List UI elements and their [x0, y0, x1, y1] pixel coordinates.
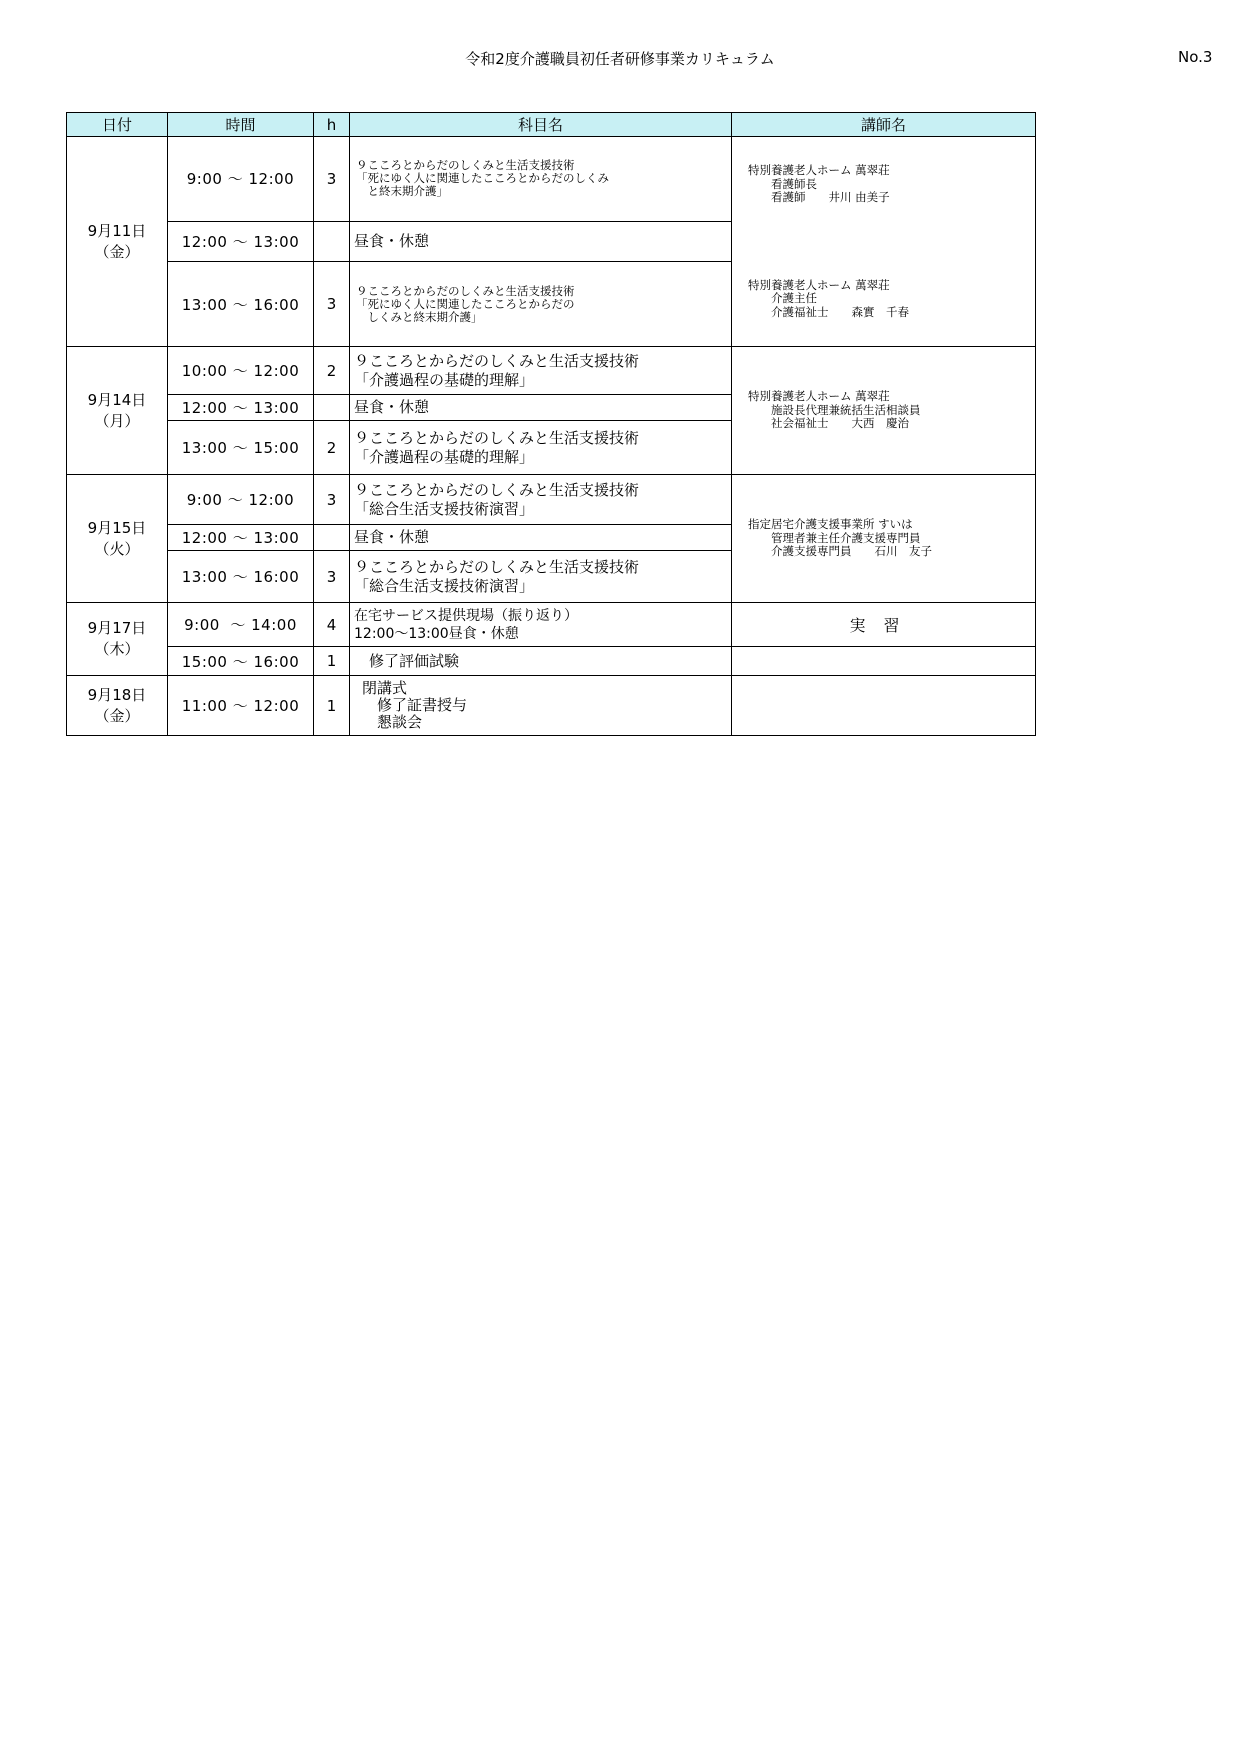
instructor-cell: 実習: [732, 603, 1036, 647]
subject-cell: 昼食・休憩: [350, 221, 732, 262]
date-cell: [67, 347, 168, 475]
curriculum-table: [66, 112, 1036, 736]
instructor-cell: [732, 647, 1036, 676]
hours-cell: 1: [314, 676, 350, 736]
table-row: [67, 603, 1036, 647]
instructor-text: 特別養護老人ホーム 萬翠荘 介護主任 介護福祉士 森實 千春: [748, 277, 909, 319]
instructor-cell: 指定居宅介護支援事業所 すいは 管理者兼主任介護支援専門員 介護支援専門員 石川 友子: [732, 475, 1036, 603]
time-cell: 13:00 ～ 15:00: [168, 421, 314, 475]
time-cell: 9:00 ～ 14:00: [168, 603, 314, 647]
date-label: 9月17日: [87, 619, 147, 637]
subject-cell: ９こころとからだのしくみと生活支援技術 「介護過程の基礎的理解」: [350, 421, 732, 475]
weekday-label: （月）: [94, 411, 140, 430]
table-row: [67, 137, 1036, 222]
hours-cell: 3: [314, 475, 350, 525]
date-label: 9月18日: [87, 685, 147, 704]
header-date: 日付: [67, 113, 168, 137]
table-row: [67, 676, 1036, 736]
time-cell: 9:00 ～ 12:00: [168, 137, 314, 222]
date-cell: [67, 137, 168, 347]
time-cell: 15:00 ～ 16:00: [168, 647, 314, 676]
hours-cell: 3: [314, 262, 350, 347]
page-number: No.3: [1178, 48, 1213, 66]
time-cell: 13:00 ～ 16:00: [168, 551, 314, 603]
hours-cell: 2: [314, 421, 350, 475]
time-cell: 12:00 ～ 13:00: [168, 395, 314, 421]
subject-cell: 在宅サービス提供現場（振り返り） 12:00～13:00昼食・休憩: [350, 603, 732, 647]
subject-cell: ９こころとからだのしくみと生活支援技術 「総合生活支援技術演習」: [350, 475, 732, 525]
time-cell: 12:00 ～ 13:00: [168, 525, 314, 551]
instructor-text: 特別養護老人ホーム 萬翠荘 看護師長 看護師 井川 由美子: [748, 163, 890, 204]
subject-cell: 閉講式 修了証書授与 懇談会: [350, 676, 732, 736]
hours-cell: [314, 395, 350, 421]
header-hours: h: [314, 113, 350, 137]
hours-cell: 4: [314, 603, 350, 647]
date-label: 9月11日: [87, 221, 147, 240]
table-row: [67, 347, 1036, 395]
document-title: 令和2度介護職員初任者研修事業カリキュラム: [465, 50, 775, 68]
time-cell: 10:00 ～ 12:00: [168, 347, 314, 395]
time-cell: 11:00 ～ 12:00: [168, 676, 314, 736]
hours-cell: 3: [314, 551, 350, 603]
date-cell: [67, 603, 168, 676]
subject-cell: ９こころとからだのしくみと生活支援技術 「総合生活支援技術演習」: [350, 551, 732, 603]
time-cell: 13:00 ～ 16:00: [168, 262, 314, 347]
weekday-label: （火）: [94, 539, 140, 558]
weekday-label: （金）: [94, 706, 140, 725]
time-cell: 9:00 ～ 12:00: [168, 475, 314, 525]
subject-cell: 修了評価試験: [350, 647, 732, 676]
subject-cell: 昼食・休憩: [350, 525, 732, 551]
time-cell: 12:00 ～ 13:00: [168, 221, 314, 262]
date-label: 9月14日: [87, 390, 147, 409]
date-cell: [67, 475, 168, 603]
header-subject: 科目名: [350, 113, 732, 137]
date-cell: [67, 676, 168, 736]
header-instructor: 講師名: [732, 113, 1036, 137]
date-label: 9月15日: [87, 518, 147, 537]
subject-cell: ９こころとからだのしくみと生活支援技術 「死にゆく人に関連したこころとからだの しくみと終末期介護」: [350, 262, 732, 347]
header-row: [67, 113, 1036, 137]
subject-cell: ９こころとからだのしくみと生活支援技術 「死にゆく人に関連したこころとからだのしくみ と終末期介護」: [350, 137, 732, 222]
instructor-cell: [732, 676, 1036, 736]
instructor-cell: 特別養護老人ホーム 萬翠荘 施設長代理兼統括生活相談員 社会福祉士 大西 慶治: [732, 347, 1036, 475]
instructor-cell: [732, 137, 1036, 347]
hours-cell: [314, 525, 350, 551]
hours-cell: 3: [314, 137, 350, 222]
hours-cell: 2: [314, 347, 350, 395]
table-row: [67, 647, 1036, 676]
weekday-label: （木）: [94, 640, 140, 658]
weekday-label: （金）: [94, 242, 140, 261]
hours-cell: [314, 221, 350, 262]
hours-cell: 1: [314, 647, 350, 676]
subject-cell: ９こころとからだのしくみと生活支援技術 「介護過程の基礎的理解」: [350, 347, 732, 395]
header-time: 時間: [168, 113, 314, 137]
table-row: [67, 475, 1036, 525]
subject-cell: 昼食・休憩: [350, 395, 732, 421]
